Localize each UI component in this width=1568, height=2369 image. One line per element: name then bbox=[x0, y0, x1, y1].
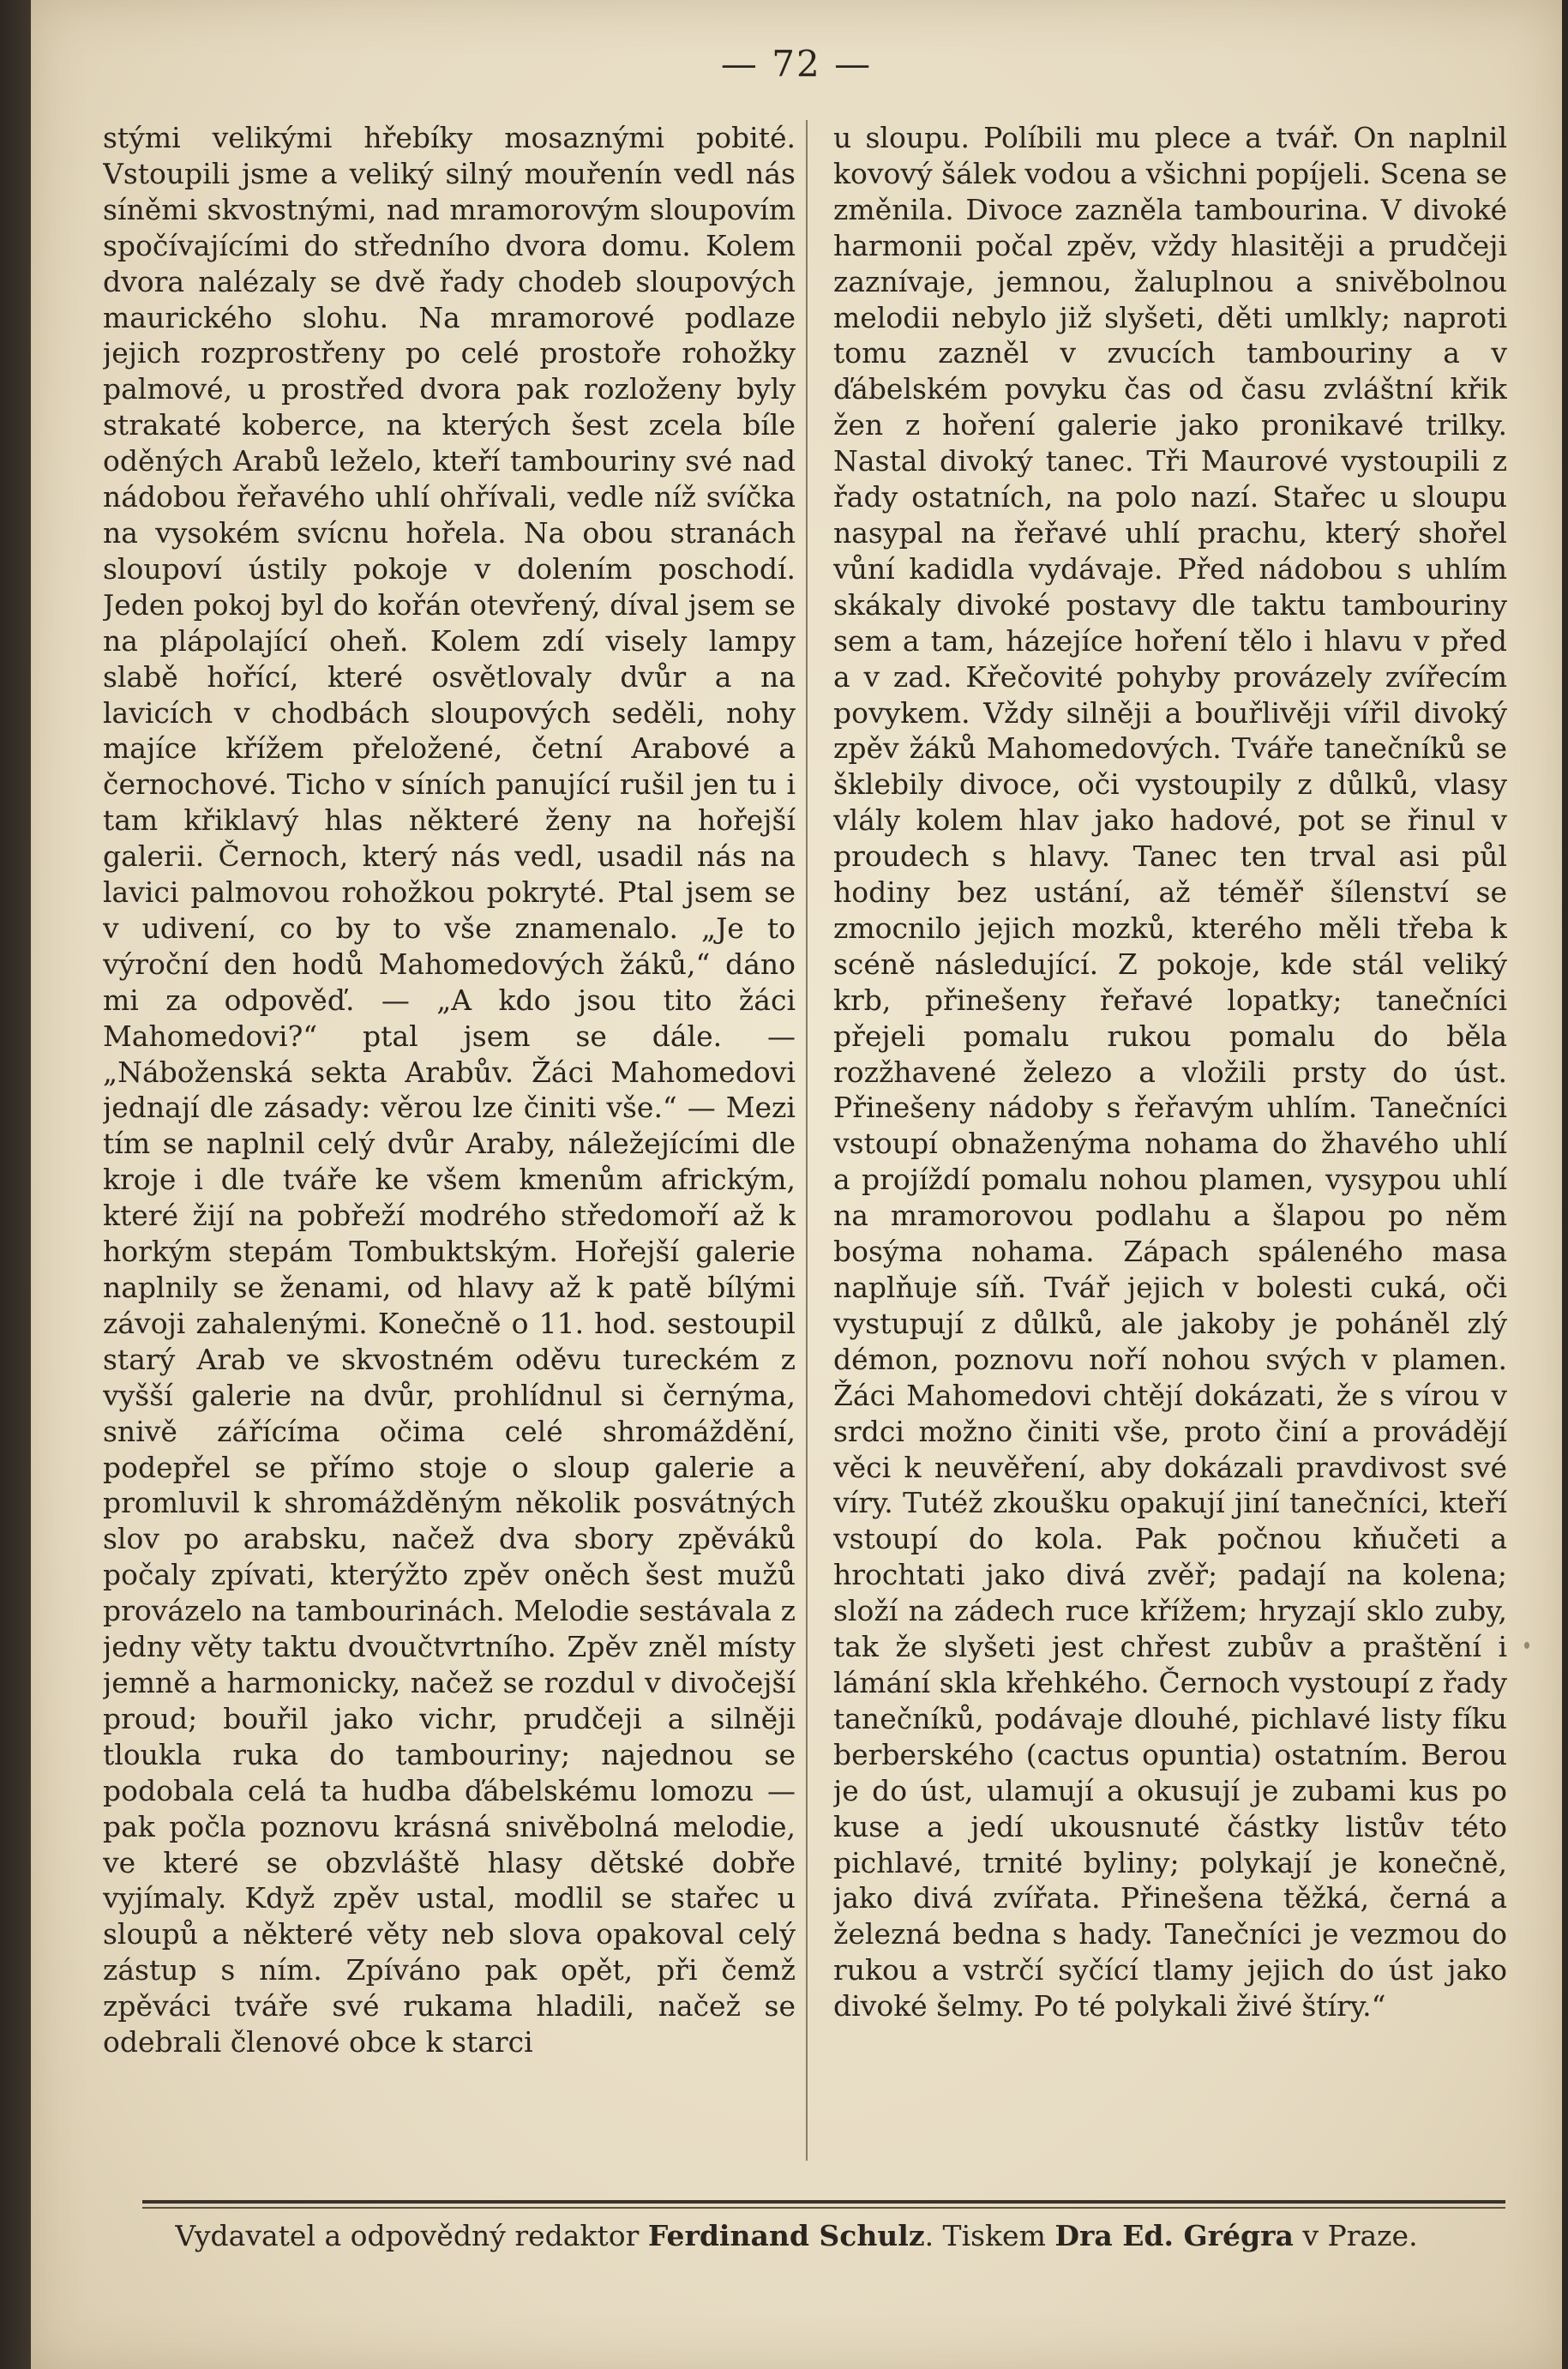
page bbox=[31, 0, 1562, 2369]
imprint-prefix: Vydavatel a odpovědný redaktor bbox=[175, 2219, 648, 2252]
text-columns bbox=[31, 120, 1562, 2195]
imprint-middle: . Tiskem bbox=[924, 2219, 1055, 2252]
book-spine-shadow bbox=[0, 0, 31, 2369]
imprint-printer: Dra Ed. Grégra bbox=[1054, 2219, 1294, 2252]
imprint-editor: Ferdinand Schulz bbox=[647, 2219, 925, 2252]
imprint-line bbox=[31, 2219, 1562, 2252]
column-divider bbox=[806, 120, 808, 2161]
bottom-rule-thin bbox=[142, 2207, 1505, 2209]
page-edge bbox=[1562, 0, 1568, 2369]
paper-spot bbox=[1524, 1642, 1529, 1649]
page-number: — 72 — bbox=[720, 43, 873, 85]
right-column bbox=[833, 120, 1507, 2186]
bottom-rule bbox=[142, 2200, 1505, 2204]
imprint-suffix: v Praze. bbox=[1293, 2219, 1418, 2252]
right-column-text: u sloupu. Políbili mu plece a tvář. On naplnil kovový šálek vodou a všichni popíjeli. Scena se změnila. Divoce zazněla tambourina. V divoké harmonii počal zpěv, vždy hlasitěji a prudčeji zaznívaje, jemnou, žaluplnou a snivěbolnou melodii nebylo již slyšeti, děti umlkly; naproti tomu zazněl v zvucích tambouriny a v ďábelském povyku čas od času zvláštní křik žen z hoření galerie jako pronikavé trilky. Nastal divoký tanec. Tři Maurové vystoupili z řady ostatních, na polo nazí. Stařec u sloupu nasypal na řeřavé uhlí prachu, který shořel vůní kadidla vydávaje. Před nádobou s uhlím skákaly divoké postavy dle taktu tambouriny sem a tam, házejíce hoření tělo i hlavu v před a v zad. Křečovité pohyby provázely zvířecím povykem. Vždy silněji a bouřlivěji vířil divoký zpěv žáků Mahomedových. Tváře tanečníků se šklebily divoce, oči vystoupily z důlků, vlasy vlály kolem hlav jako hadové, pot se řinul v proudech s hlavy. Tanec ten trval asi půl hodiny bez ustání, až téměř šílenství se zmocnilo jejich mozků, kterého měli třeba k scéně následující. Z pokoje, kde stál veliký krb, přinešeny řeřavé lopatky; tanečníci přejeli pomalu rukou pomalu do běla rozžhavené železo a vložili prsty do úst. Přinešeny nádoby s řeřavým uhlím. Tanečníci vstoupí obnaženýma nohama do žhavého uhlí a projíždí pomalu nohou plamen, vysypou uhlí na mramorovou podlahu a šlapou po něm bosýma nohama. Zápach spáleného masa naplňuje síň. Tvář jejich v bolesti cuká, oči vystupují z důlků, ale jakoby je poháněl zlý démon, poznovu noří nohou svých v plamen. Žáci Mahomedovi chtějí dokázati, že s vírou v srdci možno činiti vše, proto činí a provádějí věci k neuvěření, aby dokázali pravdivost své víry. Tutéž zkoušku opakují jiní tanečníci, kteří vstoupí do kola. Pak počnou kňučeti a hrochtati jako divá zvěř; padají na kolena; složí na zádech ruce křížem; hryzají sklo zuby, tak že slyšeti jest chřest zubův a praštění i lámání skla křehkého. Černoch vystoupí z řady tanečníků, podávaje dlouhé, pichlavé listy fíku berberského (cactus opuntia) ostatním. Berou je do úst, ulamují a okusují je zubami kus po kuse a jedí ukousnuté částky listův této pichlavé, trnité byliny; polykají je konečně, jako divá zvířata. Přinešena těžká, černá a železná bedna s hady. Tanečníci je vezmou do rukou a vstrčí syčící tlamy jejich do úst jako divoké šelmy. Po té polykali živé štíry.“ bbox=[833, 121, 1507, 2023]
left-column bbox=[103, 120, 796, 2186]
left-column-text: stými velikými hřebíky mosaznými pobité. Vstoupili jsme a veliký silný mouřenín vedl nás síněmi skvostnými, nad mramorovým sloupovím spočívajícími do středního dvora domu. Kolem dvora nalézaly se dvě řady chodeb sloupových maurického slohu. Na mramorové podlaze jejich rozprostřeny po celé prostoře rohožky palmové, u prostřed dvora pak rozloženy byly strakaté koberce, na kterých šest zcela bíle oděných Arabů leželo, kteří tambouriny své nad nádobou řeřavého uhlí ohřívali, vedle níž svíčka na vysokém svícnu hořela. Na obou stranách sloupoví ústily pokoje v dolením poschodí. Jeden pokoj byl do kořán otevřený, díval jsem se na plápolající oheň. Kolem zdí visely lampy slabě hořící, které osvětlovaly dvůr a na lavicích v chodbách sloupových seděli, nohy majíce křížem přeložené, četní Arabové a černochové. Ticho v síních panující rušil jen tu i tam křiklavý hlas některé ženy na hořejší galerii. Černoch, který nás vedl, usadil nás na lavici palmovou rohožkou pokryté. Ptal jsem se v udivení, co by to vše znamenalo. „Je to výroční den hodů Mahomedových žáků,“ dáno mi za odpověď. — „A kdo jsou tito žáci Mahomedovi?“ ptal jsem se dále. — „Náboženská sekta Arabův. Žáci Mahomedovi jednají dle zásady: věrou lze činiti vše.“ — Mezi tím se naplnil celý dvůr Araby, náležejícími dle kroje i dle tváře ke všem kmenům africkým, které žijí na pobřeží modrého středomoří až k horkým stepám Tombuktským. Hořejší galerie naplnily se ženami, od hlavy až k patě bílými závoji zahalenými. Konečně o 11. hod. sestoupil starý Arab ve skvostném oděvu tureckém z vyšší galerie na dvůr, prohlídnul si černýma, snivě zářícíma očima celé shromáždění, podepřel se přímo stoje o sloup galerie a promluvil k shromážděným několik posvátných slov po arabsku, načež dva sbory zpěváků počaly zpívati, kterýžto zpěv oněch šest mužů provázelo na tambourinách. Melodie sestávala z jedny věty taktu dvoučtvrtního. Zpěv zněl místy jemně a harmonicky, načež se rozdul v divočejší proud; bouřil jako vichr, prudčeji a silněji tloukla ruka do tambouriny; najednou se podobala celá ta hudba ďábelskému lomozu — pak počla poznovu krásná snivěbolná melodie, ve které se obzvláště hlasy dětské dobře vyjímaly. Když zpěv ustal, modlil se stařec u sloupů a některé věty neb slova opakoval celý zástup s ním. Zpíváno pak opět, při čemž zpěváci tváře své rukama hladili, načež se odebrali členové obce k starci bbox=[103, 121, 796, 2059]
